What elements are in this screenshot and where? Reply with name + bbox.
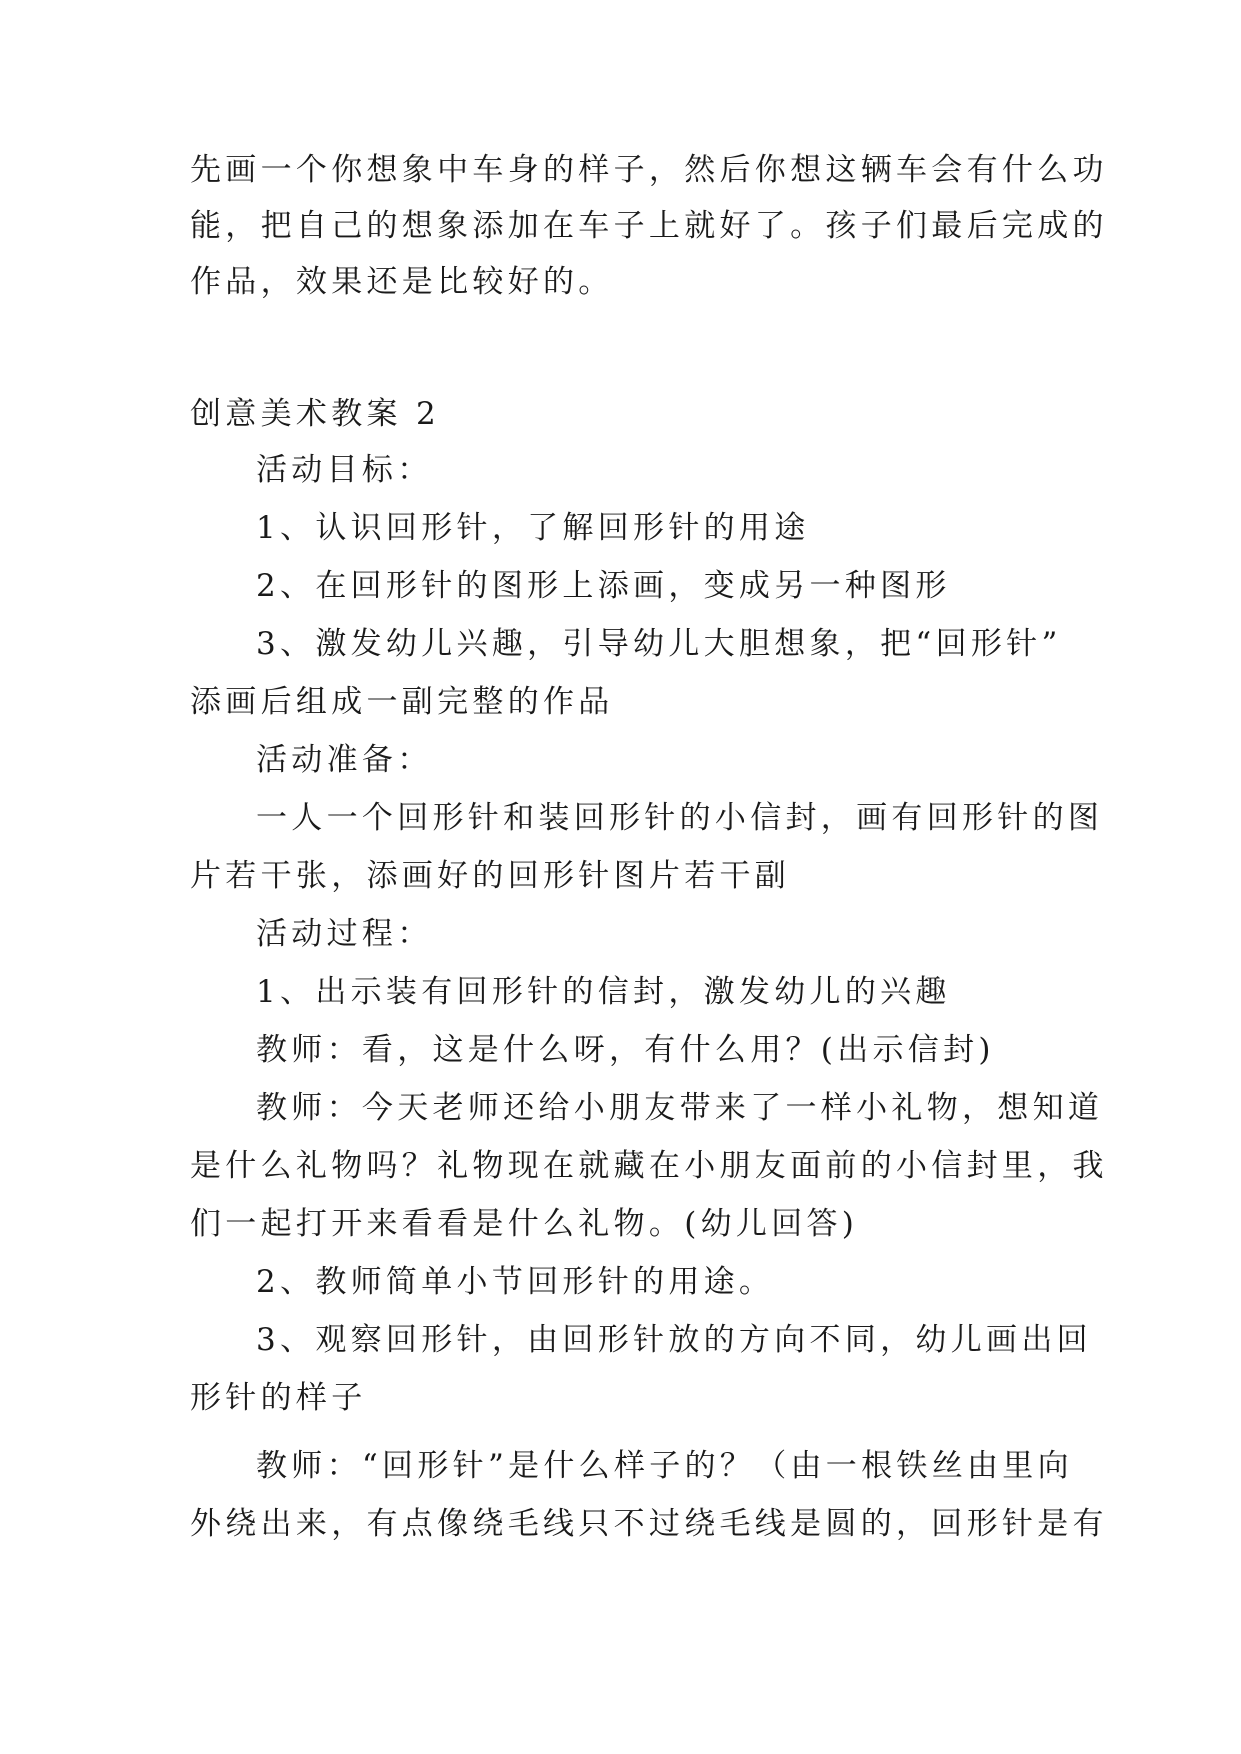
preparation-heading: 活动准备： (256, 742, 433, 778)
teacher-line-2b: 是什么礼物吗？礼物现在就藏在小朋友面前的小信封里，我 (190, 1148, 1108, 1184)
preparation-line-2: 片若干张，添画好的回形针图片若干副 (190, 858, 791, 894)
intro-line-2: 能，把自己的想象添加在车子上就好了。孩子们最后完成的 (190, 208, 1108, 244)
process-step-2: 2、教师简单小节回形针的用途。 (256, 1264, 775, 1300)
intro-line-3: 作品，效果还是比较好的。 (190, 264, 614, 300)
preparation-line-1: 一人一个回形针和装回形针的小信封，画有回形针的图 (256, 800, 1104, 836)
goal-item-1: 1、认识回形针，了解回形针的用途 (256, 510, 810, 546)
goal-item-3-line-2: 添画后组成一副完整的作品 (190, 684, 614, 720)
intro-line-1: 先画一个你想象中车身的样子，然后你想这辆车会有什么功 (190, 152, 1108, 188)
teacher-line-3b: 外绕出来，有点像绕毛线只不过绕毛线是圆的，回形针是有 (190, 1506, 1108, 1542)
process-step-3a: 3、观察回形针，由回形针放的方向不同，幼儿画出回 (256, 1322, 1092, 1358)
teacher-line-3a: 教师：“回形针”是什么样子的？（由一根铁丝由里向 (256, 1448, 1073, 1484)
process-step-1: 1、出示装有回形针的信封，激发幼儿的兴趣 (256, 974, 951, 1010)
teacher-line-2c: 们一起打开来看看是什么礼物。(幼儿回答) (190, 1206, 859, 1242)
process-step-3b: 形针的样子 (190, 1380, 367, 1416)
teacher-line-1: 教师：看，这是什么呀，有什么用？(出示信封) (256, 1032, 995, 1068)
teacher-line-2a: 教师：今天老师还给小朋友带来了一样小礼物，想知道 (256, 1090, 1104, 1126)
process-heading: 活动过程： (256, 916, 433, 952)
goals-heading: 活动目标： (256, 452, 433, 488)
section-title: 创意美术教案 2 (190, 396, 440, 432)
goal-item-3-line-1: 3、激发幼儿兴趣，引导幼儿大胆想象，把“回形针” (256, 626, 1062, 662)
goal-item-2: 2、在回形针的图形上添画，变成另一种图形 (256, 568, 951, 604)
